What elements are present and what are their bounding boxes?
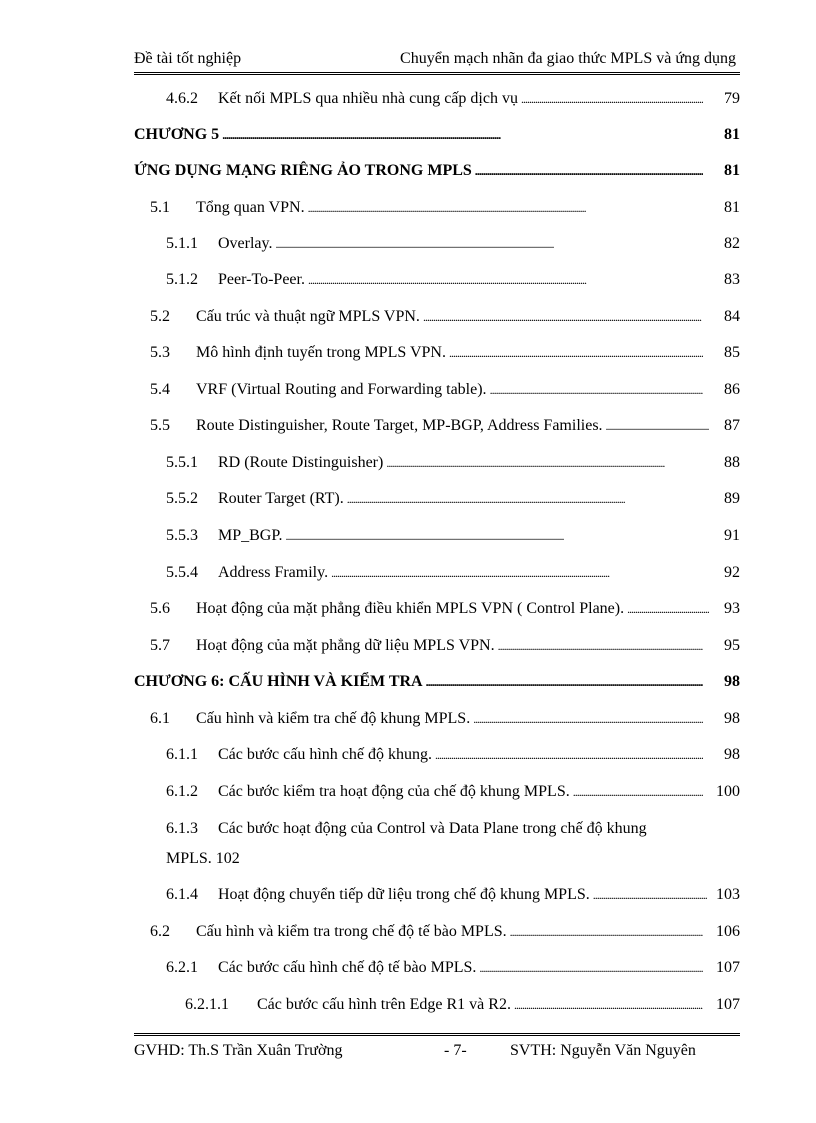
toc-entry[interactable] xyxy=(166,86,740,112)
toc-title: Route Distinguisher, Route Target, MP-BGP, Address Families. xyxy=(196,417,603,434)
toc-entry-continuation xyxy=(166,846,240,872)
toc-leader xyxy=(498,633,703,659)
toc-number: 5.2 xyxy=(150,308,170,325)
toc-page: 81 xyxy=(724,126,740,143)
page-number: - 7- xyxy=(444,1042,467,1059)
toc-title: Cấu hình và kiểm tra trong chế độ tế bào MPLS. xyxy=(196,923,507,940)
toc-title: VRF (Virtual Routing and Forwarding table). xyxy=(196,381,487,398)
toc-page: 93 xyxy=(724,600,740,617)
footer-student: SVTH: Nguyễn Văn Nguyên xyxy=(510,1042,696,1059)
toc-page: 82 xyxy=(724,235,740,252)
toc-leader xyxy=(308,195,703,221)
toc-number: 5.5.1 xyxy=(166,454,198,471)
toc-chapter[interactable] xyxy=(134,122,740,148)
toc-chapter[interactable] xyxy=(134,669,740,695)
toc-leader xyxy=(479,955,703,981)
toc-entry[interactable] xyxy=(150,413,740,439)
toc-title: MP_BGP. xyxy=(218,527,283,544)
toc-title: Mô hình định tuyến trong MPLS VPN. xyxy=(196,344,446,361)
toc-leader xyxy=(222,122,703,148)
toc-number: 5.5.4 xyxy=(166,564,198,581)
toc-entry[interactable] xyxy=(166,742,740,768)
toc-page: 92 xyxy=(724,564,740,581)
toc-leader xyxy=(475,158,703,184)
toc-number: 5.5.2 xyxy=(166,490,198,507)
toc-entry[interactable] xyxy=(150,195,740,221)
toc-number: 6.1.3 xyxy=(166,820,198,837)
toc-title: Các bước cấu hình chế độ tế bào MPLS. xyxy=(218,959,477,976)
toc-number: 6.1.4 xyxy=(166,886,198,903)
toc-title: Các bước kiểm tra hoạt động của chế độ khung MPLS. xyxy=(218,783,570,800)
toc-page: 100 xyxy=(716,783,740,800)
toc-leader xyxy=(514,992,703,1018)
toc-number: 5.4 xyxy=(150,381,170,398)
toc-entry[interactable] xyxy=(166,560,740,586)
toc-leader xyxy=(473,706,703,732)
toc-page: 85 xyxy=(724,344,740,361)
toc-title: Address Framily. xyxy=(218,564,329,581)
toc-title: ỨNG DỤNG MẠNG RIÊNG ẢO TRONG MPLS xyxy=(134,162,472,179)
toc-entry[interactable] xyxy=(166,955,740,981)
toc-leader xyxy=(521,86,703,112)
toc-leader xyxy=(331,560,703,586)
toc-title: Cấu trúc và thuật ngữ MPLS VPN. xyxy=(196,308,420,325)
toc-entry[interactable] xyxy=(150,706,740,732)
toc-number: 5.7 xyxy=(150,637,170,654)
toc-title: Peer-To-Peer. xyxy=(218,271,305,288)
toc-entry[interactable] xyxy=(150,340,740,366)
toc-page: 91 xyxy=(724,527,740,544)
toc-page: 89 xyxy=(724,490,740,507)
toc-leader xyxy=(627,596,709,622)
toc-page: 98 xyxy=(724,710,740,727)
toc-page: 87 xyxy=(724,417,740,434)
toc-leader xyxy=(435,742,703,768)
toc-entry[interactable] xyxy=(150,919,740,945)
toc-entry[interactable] xyxy=(150,633,740,659)
toc-number: 5.1 xyxy=(150,199,170,216)
toc-number: 5.3 xyxy=(150,344,170,361)
toc-page: 81 xyxy=(724,199,740,216)
toc-number: 5.1.2 xyxy=(166,271,198,288)
toc-title: CHƯƠNG 6: CẤU HÌNH VÀ KIỂM TRA xyxy=(134,673,423,690)
page-footer xyxy=(134,1040,740,1062)
toc-leader xyxy=(606,413,709,439)
toc-leader xyxy=(449,340,703,366)
toc-number: 4.6.2 xyxy=(166,90,198,107)
toc-number: 6.2.1.1 xyxy=(185,996,229,1013)
toc-page: 98 xyxy=(724,673,740,690)
toc-entry[interactable] xyxy=(166,523,740,549)
toc-entry[interactable] xyxy=(150,304,740,330)
toc-leader xyxy=(426,669,703,695)
toc-page: 107 xyxy=(716,996,740,1013)
toc-page: 95 xyxy=(724,637,740,654)
toc-leader xyxy=(573,779,703,805)
toc-page: 107 xyxy=(716,959,740,976)
toc-number: 5.5 xyxy=(150,417,170,434)
toc-number: 5.5.3 xyxy=(166,527,198,544)
page-header xyxy=(134,48,740,70)
toc-page: 81 xyxy=(724,162,740,179)
footer-supervisor: GVHD: Th.S Trần Xuân Trường xyxy=(134,1042,343,1059)
toc-number: 6.1.1 xyxy=(166,746,198,763)
toc-page: 79 xyxy=(724,90,740,107)
toc-title: Router Target (RT). xyxy=(218,490,344,507)
toc-leader xyxy=(276,231,704,257)
toc-leader xyxy=(490,377,703,403)
toc-page: 98 xyxy=(724,746,740,763)
toc-leader xyxy=(308,267,703,293)
toc-leader xyxy=(347,486,703,512)
toc-entry[interactable] xyxy=(166,267,740,293)
toc-number: 6.2.1 xyxy=(166,959,198,976)
toc-number: 6.1.2 xyxy=(166,783,198,800)
header-left: Đề tài tốt nghiệp xyxy=(134,50,242,67)
toc-leader xyxy=(423,304,703,330)
toc-page: 84 xyxy=(724,308,740,325)
toc-entry[interactable] xyxy=(166,486,740,512)
toc-title: Kết nối MPLS qua nhiều nhà cung cấp dịch vụ xyxy=(218,90,518,107)
toc-title: CHƯƠNG 5 xyxy=(134,126,220,143)
toc-title: RD (Route Distinguisher) xyxy=(218,454,384,471)
toc-number: 6.2 xyxy=(150,923,170,940)
toc-entry[interactable] xyxy=(166,882,740,908)
toc-entry[interactable] xyxy=(150,596,740,622)
toc-title: Hoạt động của mặt phẳng dữ liệu MPLS VPN. xyxy=(196,637,495,654)
toc-entry[interactable] xyxy=(185,992,740,1018)
header-rule xyxy=(134,72,740,75)
toc-leader xyxy=(386,450,703,476)
toc-page: 103 xyxy=(716,886,740,903)
toc-chapter[interactable] xyxy=(134,158,740,184)
toc-title-continuation: MPLS. 102 xyxy=(166,850,240,867)
header-right: Chuyển mạch nhãn đa giao thức MPLS và ứng dụng xyxy=(400,50,736,67)
toc-number: 5.6 xyxy=(150,600,170,617)
toc-title: Các bước hoạt động của Control và Data Plane trong chế độ khung xyxy=(218,820,647,837)
toc-number: 6.1 xyxy=(150,710,170,727)
toc-title: Cấu hình và kiểm tra chế độ khung MPLS. xyxy=(196,710,471,727)
toc-title: Overlay. xyxy=(218,235,273,252)
toc-leader xyxy=(593,882,707,908)
toc-entry[interactable] xyxy=(166,779,740,805)
toc-entry[interactable] xyxy=(166,231,740,257)
toc-title: Hoạt động của mặt phẳng điều khiển MPLS VPN ( Control Plane). xyxy=(196,600,625,617)
toc-page: 83 xyxy=(724,271,740,288)
toc-leader xyxy=(510,919,703,945)
toc-number: 5.1.1 xyxy=(166,235,198,252)
toc-title: Hoạt động chuyển tiếp dữ liệu trong chế độ khung MPLS. xyxy=(218,886,590,903)
toc-title: Các bước cấu hình trên Edge R1 và R2. xyxy=(257,996,511,1013)
toc-entry[interactable] xyxy=(166,450,740,476)
footer-rule xyxy=(134,1033,740,1036)
toc-title: Các bước cấu hình chế độ khung. xyxy=(218,746,432,763)
toc-entry-wrapped[interactable] xyxy=(166,816,647,842)
toc-leader xyxy=(285,523,703,549)
toc-entry[interactable] xyxy=(150,377,740,403)
toc-title: Tổng quan VPN. xyxy=(196,199,305,216)
toc-page: 86 xyxy=(724,381,740,398)
toc-page: 106 xyxy=(716,923,740,940)
toc-page: 88 xyxy=(724,454,740,471)
